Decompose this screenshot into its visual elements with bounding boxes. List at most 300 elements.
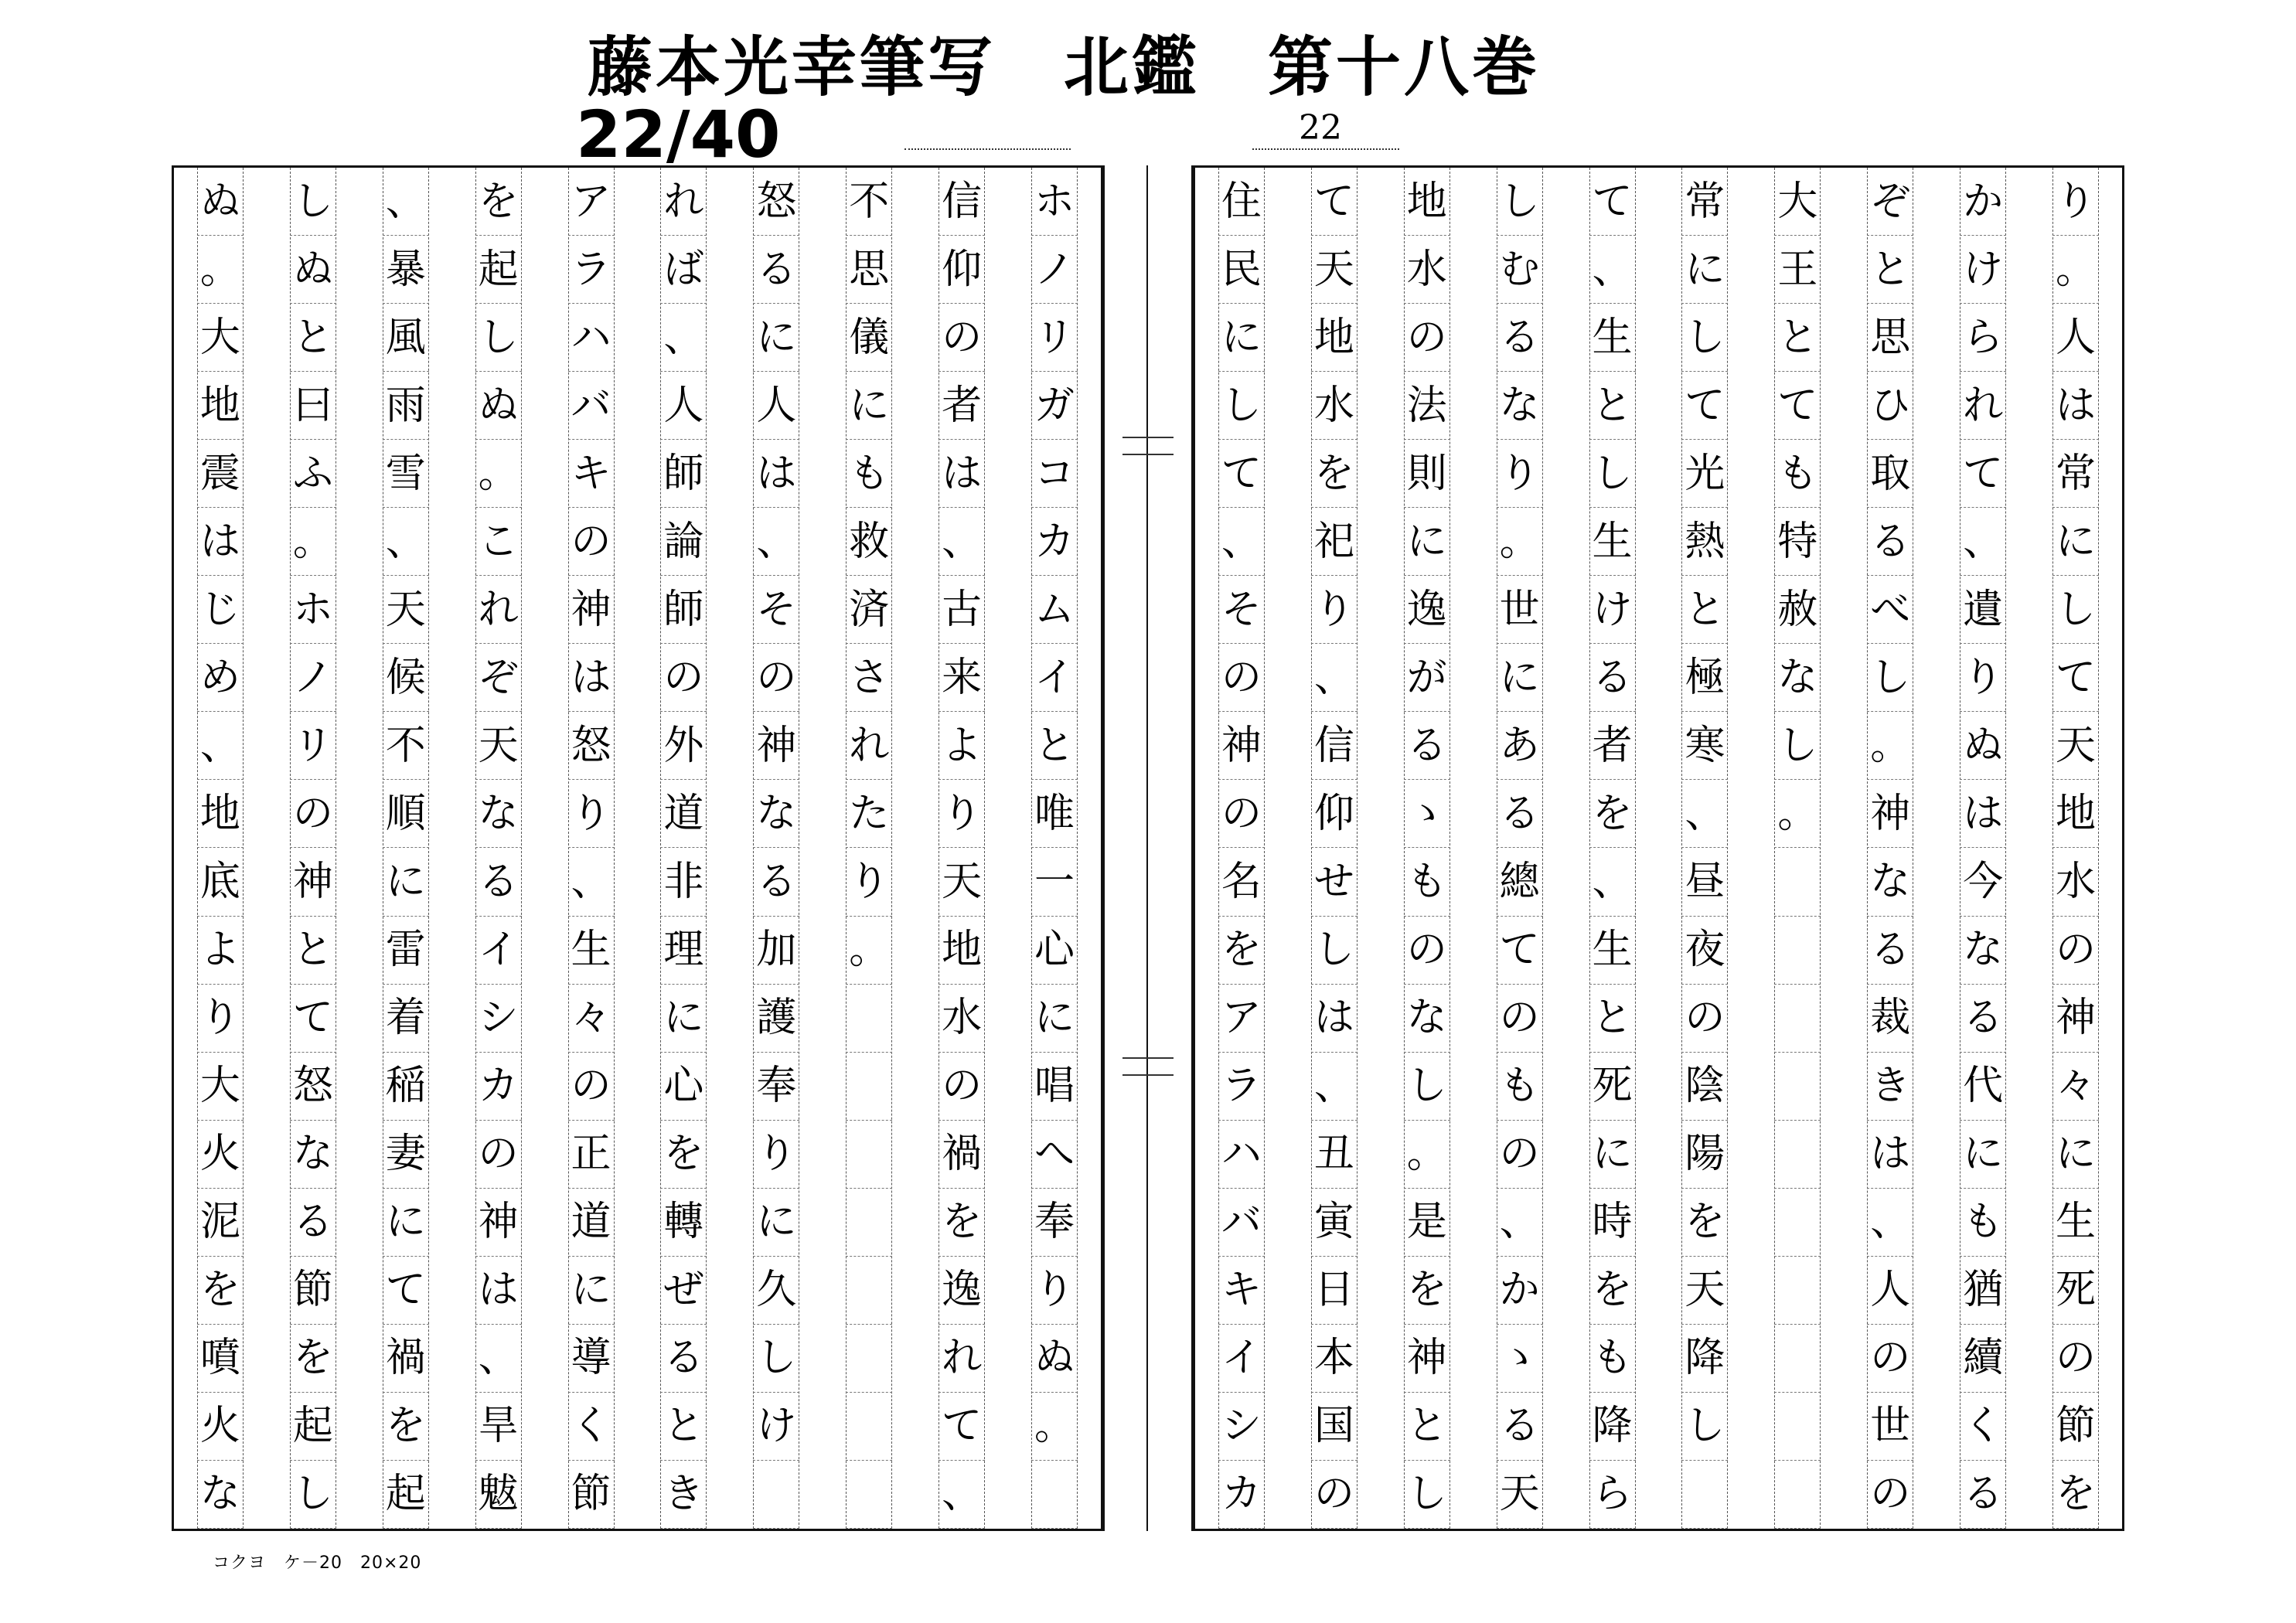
grid-cell: ラ	[1218, 1053, 1265, 1121]
grid-cell: 法	[1404, 372, 1450, 440]
grid-cell: リ	[290, 712, 336, 780]
grid-cell: 天	[1311, 236, 1358, 304]
grid-cell: バ	[1218, 1189, 1265, 1257]
grid-cell	[1774, 1053, 1821, 1121]
grid-cell	[1774, 985, 1821, 1053]
grid-cell: 儀	[846, 304, 892, 372]
grid-cell: 救	[846, 508, 892, 576]
grid-cell: 時	[1589, 1189, 1636, 1257]
grid-cell: り	[753, 1121, 799, 1189]
grid-cell: 雷	[383, 917, 429, 985]
text-column	[660, 168, 707, 1529]
text-column	[1774, 168, 1821, 1529]
grid-cell: ら	[1589, 1461, 1636, 1529]
grid-cell: 寅	[1311, 1189, 1358, 1257]
grid-cell: 信	[938, 168, 985, 236]
grid-cell: か	[1497, 1257, 1543, 1325]
grid-cell: は	[475, 1257, 522, 1325]
grid-cell: に	[1404, 508, 1450, 576]
grid-cell: 名	[1218, 849, 1265, 917]
grid-cell: 地	[197, 372, 244, 440]
grid-cell: め	[197, 644, 244, 712]
grid-cell: 日	[1311, 1257, 1358, 1325]
grid-cell: 。	[1867, 712, 1913, 780]
grid-cell: バ	[568, 372, 615, 440]
grid-cell: の	[1497, 985, 1543, 1053]
grid-cell: 生	[1589, 917, 1636, 985]
handwritten-page-number: 22	[1299, 108, 1342, 148]
grid-cell	[1681, 1461, 1728, 1529]
grid-cell: と	[290, 917, 336, 985]
grid-cell: を	[2052, 1461, 2099, 1529]
grid-cell: 加	[753, 917, 799, 985]
grid-cell: り	[1960, 644, 2006, 712]
grid-cell: 人	[1867, 1257, 1913, 1325]
text-column	[1311, 168, 1358, 1529]
grid-cell: 地	[938, 917, 985, 985]
grid-cell: 風	[383, 304, 429, 372]
grid-cell: な	[1867, 849, 1913, 917]
grid-cell: と	[1681, 576, 1728, 644]
grid-cell: 轉	[660, 1189, 707, 1257]
grid-cell: シ	[1218, 1393, 1265, 1461]
grid-cell: じ	[197, 576, 244, 644]
grid-cell	[1774, 1189, 1821, 1257]
grid-cell: ガ	[1031, 372, 1078, 440]
grid-cell: 旱	[475, 1393, 522, 1461]
grid-cell: の	[290, 780, 336, 848]
grid-cell: 常	[1681, 168, 1728, 236]
grid-cell: け	[753, 1393, 799, 1461]
text-column	[1218, 168, 1265, 1529]
grid-cell: し	[290, 168, 336, 236]
grid-cell: の	[1867, 1461, 1913, 1529]
grid-cell: の	[1497, 1121, 1543, 1189]
grid-cell: 逸	[938, 1257, 985, 1325]
grid-cell: 、	[383, 168, 429, 236]
grid-cell: 暴	[383, 236, 429, 304]
grid-cell: も	[1589, 1325, 1636, 1393]
grid-cell	[1774, 1461, 1821, 1529]
grid-cell: 古	[938, 576, 985, 644]
grid-cell: 代	[1960, 1053, 2006, 1121]
grid-cell: む	[1497, 236, 1543, 304]
grid-cell: 思	[1867, 304, 1913, 372]
grid-cell: 總	[1497, 849, 1543, 917]
grid-cell: 王	[1774, 236, 1821, 304]
grid-cell: 祀	[1311, 508, 1358, 576]
grid-cell: る	[753, 849, 799, 917]
grid-spine	[1103, 165, 1148, 1531]
manuscript-grid-right	[1193, 165, 2124, 1531]
grid-cell: を	[475, 168, 522, 236]
grid-cell: 、	[938, 1461, 985, 1529]
grid-cell	[846, 985, 892, 1053]
grid-cell: 道	[660, 780, 707, 848]
grid-cell: 、	[1867, 1189, 1913, 1257]
grid-cell: り	[1497, 440, 1543, 508]
grid-cell: 世	[1497, 576, 1543, 644]
grid-cell: の	[568, 508, 615, 576]
grid-cell: て	[938, 1393, 985, 1461]
grid-cell: な	[1960, 917, 2006, 985]
text-column	[1031, 168, 1078, 1529]
grid-cell: 仰	[938, 236, 985, 304]
text-column	[1681, 168, 1728, 1529]
grid-cell: 裁	[1867, 985, 1913, 1053]
grid-cell: ぞ	[1867, 168, 1913, 236]
grid-cell: 魃	[475, 1461, 522, 1529]
text-column	[753, 168, 799, 1529]
grid-cell: 生	[2052, 1189, 2099, 1257]
grid-cell	[753, 1461, 799, 1529]
grid-cell: 住	[1218, 168, 1265, 236]
grid-cell: は	[1960, 780, 2006, 848]
grid-cell: 水	[938, 985, 985, 1053]
text-column	[568, 168, 615, 1529]
grid-cell: 心	[660, 1053, 707, 1121]
grid-cell: 、	[1218, 508, 1265, 576]
grid-cell	[1774, 1325, 1821, 1393]
grid-cell: 天	[2052, 712, 2099, 780]
grid-cell: 赦	[1774, 576, 1821, 644]
grid-cell: を	[938, 1189, 985, 1257]
grid-cell: が	[1404, 644, 1450, 712]
grid-cell: る	[753, 236, 799, 304]
grid-cell: 、	[938, 508, 985, 576]
grid-cell: 降	[1589, 1393, 1636, 1461]
grid-cell: て	[1311, 168, 1358, 236]
grid-cell: り	[1031, 1257, 1078, 1325]
grid-cell: 寒	[1681, 712, 1728, 780]
grid-cell: 生	[1589, 304, 1636, 372]
grid-cell: れ	[846, 712, 892, 780]
grid-cell: の	[1218, 780, 1265, 848]
grid-cell: 地	[1311, 304, 1358, 372]
grid-cell: も	[1774, 440, 1821, 508]
grid-cell: ひ	[1867, 372, 1913, 440]
page-number: 22/40	[576, 97, 781, 172]
grid-cell: ぬ	[290, 236, 336, 304]
grid-cell: は	[197, 508, 244, 576]
grid-cell: の	[753, 644, 799, 712]
grid-cell: き	[660, 1461, 707, 1529]
grid-cell: 、	[475, 1325, 522, 1393]
grid-cell: 熱	[1681, 508, 1728, 576]
grid-cell: 曰	[290, 372, 336, 440]
grid-cell: は	[1867, 1121, 1913, 1189]
grid-cell: に	[2052, 508, 2099, 576]
grid-cell: 雪	[383, 440, 429, 508]
grid-cell: の	[475, 1121, 522, 1189]
grid-cell: 々	[2052, 1053, 2099, 1121]
grid-cell: 噴	[197, 1325, 244, 1393]
text-column	[197, 168, 244, 1529]
grid-cell: 道	[568, 1189, 615, 1257]
grid-cell: と	[1031, 712, 1078, 780]
grid-cell: 久	[753, 1257, 799, 1325]
grid-cell: 火	[197, 1121, 244, 1189]
grid-cell: し	[1681, 1393, 1728, 1461]
grid-cell	[846, 1189, 892, 1257]
grid-cell: 死	[1589, 1053, 1636, 1121]
grid-cell: し	[1681, 304, 1728, 372]
grid-cell: 。	[197, 236, 244, 304]
grid-cell: コ	[1031, 440, 1078, 508]
grid-cell: に	[2052, 1121, 2099, 1189]
grid-cell: 。	[475, 440, 522, 508]
grid-cell: り	[568, 780, 615, 848]
grid-spine-gap	[1148, 165, 1193, 1531]
grid-cell: ア	[568, 168, 615, 236]
grid-cell: ノ	[1031, 236, 1078, 304]
grid-cell: ホ	[290, 576, 336, 644]
text-column	[1867, 168, 1913, 1529]
grid-cell: 泥	[197, 1189, 244, 1257]
grid-cell: る	[1867, 917, 1913, 985]
grid-cell: 。	[1774, 780, 1821, 848]
grid-cell: く	[568, 1393, 615, 1461]
grid-cell: 降	[1681, 1325, 1728, 1393]
grid-cell: 一	[1031, 849, 1078, 917]
grid-cell: に	[1497, 644, 1543, 712]
grid-cell: 取	[1867, 440, 1913, 508]
grid-cell: 節	[290, 1257, 336, 1325]
grid-cell: 節	[2052, 1393, 2099, 1461]
grid-cell: し	[1774, 712, 1821, 780]
grid-cell: り	[197, 985, 244, 1053]
grid-cell: は	[938, 440, 985, 508]
blank-underline	[904, 148, 1071, 150]
grid-cell: 者	[1589, 712, 1636, 780]
grid-cell: 神	[1867, 780, 1913, 848]
grid-cell: 是	[1404, 1189, 1450, 1257]
grid-cell: の	[1681, 985, 1728, 1053]
grid-cell: を	[197, 1257, 244, 1325]
grid-cell: て	[1218, 440, 1265, 508]
grid-cell: ぜ	[660, 1257, 707, 1325]
grid-cell	[846, 1393, 892, 1461]
grid-cell: 着	[383, 985, 429, 1053]
grid-cell: に	[568, 1257, 615, 1325]
grid-cell: 地	[1404, 168, 1450, 236]
grid-cell	[1774, 849, 1821, 917]
grid-cell: 天	[1497, 1461, 1543, 1529]
grid-cell: イ	[475, 917, 522, 985]
grid-cell: に	[1589, 1121, 1636, 1189]
grid-cell: 特	[1774, 508, 1821, 576]
grid-cell: て	[1589, 168, 1636, 236]
grid-cell: 、	[753, 508, 799, 576]
grid-cell: 妻	[383, 1121, 429, 1189]
grid-cell	[1774, 1393, 1821, 1461]
grid-cell: 、	[660, 304, 707, 372]
grid-cell: 水	[2052, 849, 2099, 917]
grid-cell: 大	[197, 1053, 244, 1121]
grid-cell: ア	[1218, 985, 1265, 1053]
grid-cell: 奉	[753, 1053, 799, 1121]
grid-cell: 怒	[753, 168, 799, 236]
grid-cell: 仰	[1311, 780, 1358, 848]
grid-cell: に	[1031, 985, 1078, 1053]
grid-cell: を	[1218, 917, 1265, 985]
grid-cell: 人	[2052, 304, 2099, 372]
grid-cell: る	[1404, 712, 1450, 780]
text-column	[938, 168, 985, 1529]
grid-cell	[846, 1257, 892, 1325]
grid-cell: 則	[1404, 440, 1450, 508]
spine-mark-bottom	[1122, 1057, 1174, 1076]
grid-cell: て	[1774, 372, 1821, 440]
grid-cell: な	[1404, 985, 1450, 1053]
grid-cell: て	[1960, 440, 2006, 508]
grid-cell: 水	[1404, 236, 1450, 304]
grid-cell: も	[846, 440, 892, 508]
grid-cell: て	[1497, 917, 1543, 985]
grid-cell: 天	[475, 712, 522, 780]
grid-cell: 神	[568, 576, 615, 644]
grid-cell: れ	[475, 576, 522, 644]
grid-cell: 、	[197, 712, 244, 780]
grid-cell: に	[1681, 236, 1728, 304]
grid-cell: な	[1774, 644, 1821, 712]
text-column	[1497, 168, 1543, 1529]
grid-cell: し	[1311, 917, 1358, 985]
grid-cell: 々	[568, 985, 615, 1053]
grid-cell: し	[475, 304, 522, 372]
grid-cell: 地	[2052, 780, 2099, 848]
grid-cell: 怒	[290, 1053, 336, 1121]
grid-cell: る	[1497, 780, 1543, 848]
grid-cell: 唯	[1031, 780, 1078, 848]
grid-cell: こ	[475, 508, 522, 576]
grid-cell: ぞ	[475, 644, 522, 712]
grid-cell: 震	[197, 440, 244, 508]
grid-cell: 稲	[383, 1053, 429, 1121]
document-title: 藤本光幸筆写 北鑑 第十八巻	[588, 29, 1541, 105]
grid-cell: 天	[383, 576, 429, 644]
grid-cell: へ	[1031, 1121, 1078, 1189]
grid-cell: な	[753, 780, 799, 848]
grid-cell: 候	[383, 644, 429, 712]
grid-cell: イ	[1031, 644, 1078, 712]
grid-cell: 、	[568, 849, 615, 917]
grid-cell: て	[290, 985, 336, 1053]
grid-cell: 神	[2052, 985, 2099, 1053]
grid-cell: 節	[568, 1461, 615, 1529]
grid-cell: る	[290, 1189, 336, 1257]
grid-cell: 昼	[1681, 849, 1728, 917]
grid-cell: イ	[1218, 1325, 1265, 1393]
grid-cell: 人	[753, 372, 799, 440]
paper-brand-label: コクヨ ケ－20 20×20	[213, 1553, 422, 1573]
grid-cell: よ	[197, 917, 244, 985]
grid-cell: く	[1960, 1393, 2006, 1461]
grid-cell: カ	[475, 1053, 522, 1121]
grid-cell: り	[1311, 576, 1358, 644]
grid-cell: 師	[660, 440, 707, 508]
grid-cell: に	[1960, 1121, 2006, 1189]
grid-cell: 神	[290, 849, 336, 917]
grid-cell: 丑	[1311, 1121, 1358, 1189]
manuscript-grid-left	[172, 165, 1103, 1531]
grid-cell: 神	[1218, 712, 1265, 780]
grid-cell: 底	[197, 849, 244, 917]
grid-cell: る	[1960, 985, 2006, 1053]
grid-cell: 人	[660, 372, 707, 440]
grid-cell: 。	[2052, 236, 2099, 304]
grid-cell: ム	[1031, 576, 1078, 644]
grid-cell: 大	[197, 304, 244, 372]
grid-cell: 生	[568, 917, 615, 985]
grid-cell: の	[660, 644, 707, 712]
grid-cell: 導	[568, 1325, 615, 1393]
grid-cell: 信	[1311, 712, 1358, 780]
text-column	[383, 168, 429, 1529]
grid-cell: け	[1589, 576, 1636, 644]
grid-cell: ぬ	[475, 372, 522, 440]
grid-cell: 死	[2052, 1257, 2099, 1325]
grid-cell: 理	[660, 917, 707, 985]
grid-cell: カ	[1031, 508, 1078, 576]
grid-cell: 。	[846, 917, 892, 985]
grid-cell: 水	[1311, 372, 1358, 440]
grid-cell: 逸	[1404, 576, 1450, 644]
grid-cell: を	[1589, 1257, 1636, 1325]
grid-cell: の	[2052, 1325, 2099, 1393]
grid-cell: 生	[1589, 508, 1636, 576]
grid-cell: 光	[1681, 440, 1728, 508]
grid-cell: 大	[1774, 168, 1821, 236]
grid-cell	[846, 1461, 892, 1529]
grid-cell: を	[383, 1393, 429, 1461]
grid-cell: を	[1589, 780, 1636, 848]
grid-cell: ら	[1960, 304, 2006, 372]
grid-cell: と	[1774, 304, 1821, 372]
grid-cell: り	[846, 849, 892, 917]
grid-cell: 今	[1960, 849, 2006, 917]
grid-cell: る	[475, 849, 522, 917]
grid-cell: 、	[1960, 508, 2006, 576]
grid-cell: 外	[660, 712, 707, 780]
grid-cell: シ	[475, 985, 522, 1053]
grid-cell: を	[1404, 1257, 1450, 1325]
grid-cell: と	[1589, 372, 1636, 440]
grid-cell: 、	[1311, 644, 1358, 712]
grid-cell: 不	[383, 712, 429, 780]
grid-cell: れ	[1960, 372, 2006, 440]
grid-cell: の	[1404, 917, 1450, 985]
grid-cell: 者	[938, 372, 985, 440]
grid-cell: せ	[1311, 849, 1358, 917]
grid-cell: り	[2052, 168, 2099, 236]
grid-cell: 天	[938, 849, 985, 917]
grid-cell: は	[753, 440, 799, 508]
grid-cell: ハ	[568, 304, 615, 372]
grid-cell: る	[1497, 1393, 1543, 1461]
grid-cell: ノ	[290, 644, 336, 712]
grid-cell: 雨	[383, 372, 429, 440]
grid-cell: あ	[1497, 712, 1543, 780]
grid-cell: さ	[846, 644, 892, 712]
grid-cell: り	[938, 780, 985, 848]
grid-cell: と	[290, 304, 336, 372]
grid-cell: る	[1589, 644, 1636, 712]
grid-cell: 師	[660, 576, 707, 644]
grid-cell: の	[1404, 304, 1450, 372]
grid-cell: れ	[660, 168, 707, 236]
grid-cell: ハ	[1218, 1121, 1265, 1189]
